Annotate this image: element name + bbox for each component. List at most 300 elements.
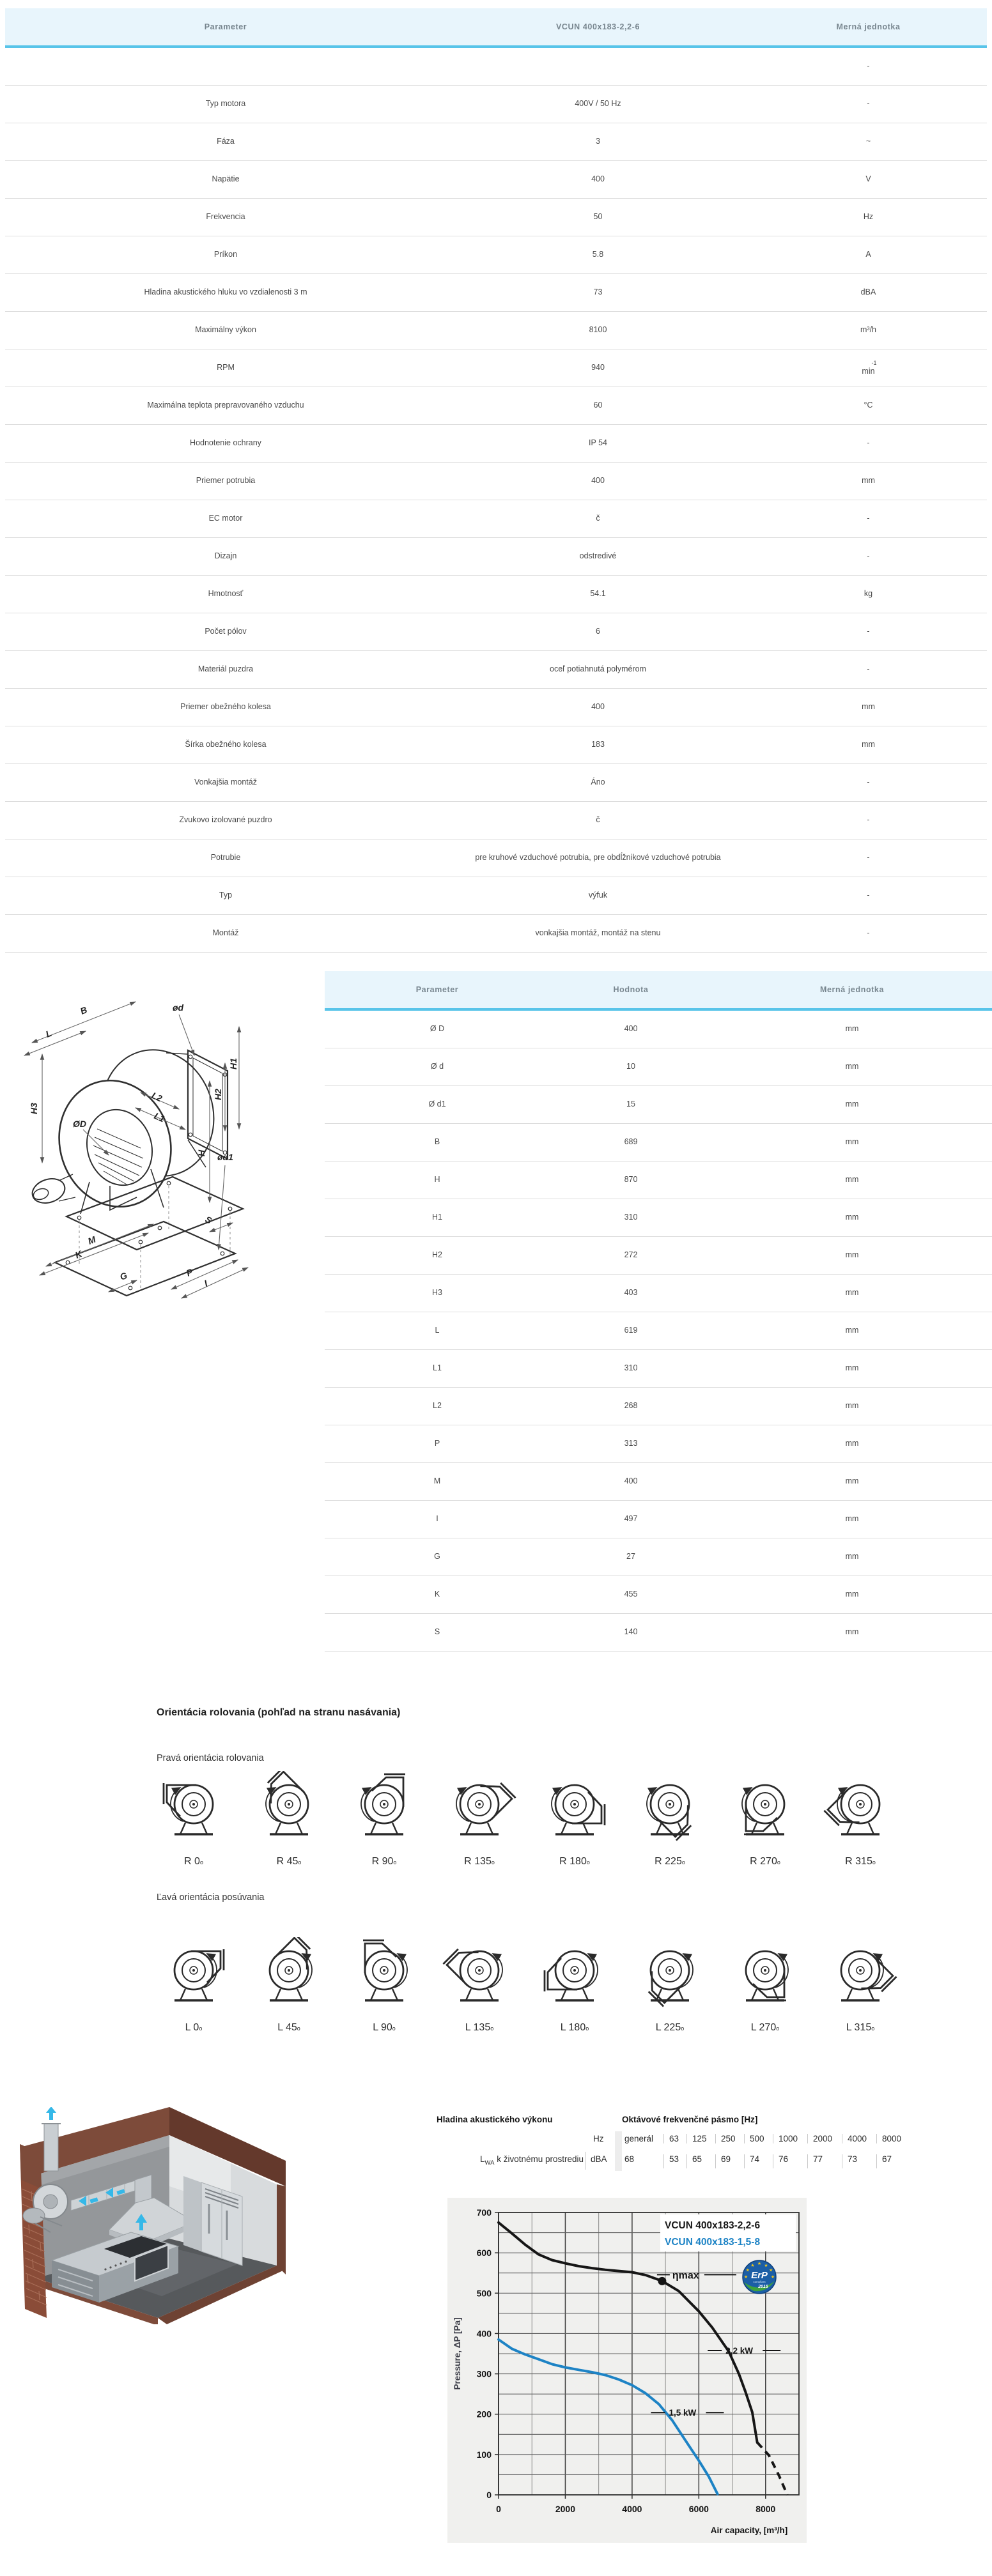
- fan-orientation-label: L 270o: [750, 2022, 780, 2033]
- x-tick-label: 4000: [622, 2504, 642, 2514]
- dim-cell: mm: [845, 1590, 859, 1599]
- spec-cell: -: [867, 891, 870, 900]
- x-tick-label: 8000: [756, 2504, 776, 2514]
- fan-orientation-label: L 45o: [277, 2022, 300, 2033]
- spec-cell: -: [867, 815, 870, 825]
- dim-cell: 272: [624, 1250, 638, 1260]
- orientation-section-title: Orientácia rolovania (pohľad na stranu nasávania): [157, 1707, 401, 1718]
- spec-cell: Montáž: [212, 928, 239, 938]
- table-row: [325, 1576, 992, 1614]
- table-row: [5, 613, 987, 651]
- spec-cell: [5, 48, 446, 85]
- spec-cell: Hodnotenie ochrany: [190, 438, 261, 448]
- acoustic-title: Hladina akustického výkonu: [437, 2115, 553, 2124]
- fan-figure-right-4: [532, 1771, 617, 1867]
- fan-scroll-icon: [151, 1771, 236, 1843]
- spec-cell: Zvukovo izolované puzdro: [179, 815, 272, 825]
- table-row: [325, 1048, 992, 1086]
- spec-header: [5, 8, 987, 48]
- dim-cell: 497: [624, 1514, 638, 1524]
- spec-cell: °C: [864, 401, 873, 410]
- spec-cell: 6: [596, 627, 600, 636]
- kitchen-illustration: [10, 2107, 286, 2324]
- fan-scroll-icon: [532, 1771, 617, 1843]
- table-row: [5, 123, 987, 161]
- fan-orientation-label: R 0o: [184, 1856, 203, 1867]
- spec-cell: odstredivé: [579, 551, 617, 561]
- dim-cell: H2: [432, 1250, 442, 1260]
- acoustic-value-8: 67: [882, 2154, 892, 2164]
- spec-cell: -: [867, 853, 870, 862]
- spec-cell: Áno: [591, 778, 605, 787]
- dim-cell: 403: [624, 1288, 638, 1298]
- spec-cell: -: [867, 438, 870, 448]
- dim-header: [325, 971, 992, 1011]
- fan-orientation-label: R 45o: [276, 1856, 302, 1867]
- fan-orientation-label: R 315o: [845, 1856, 876, 1867]
- dim-cell: M: [433, 1476, 441, 1486]
- x-axis-title: Air capacity, [m³/h]: [710, 2526, 788, 2535]
- dim-cell: 870: [624, 1175, 638, 1184]
- svg-text:★: ★: [764, 2263, 768, 2268]
- acoustic-value-1: 53: [667, 2154, 687, 2168]
- fan-scroll-icon: [437, 1937, 522, 2009]
- spec-cell: mm: [862, 476, 875, 486]
- spec-cell: Hz: [863, 212, 874, 222]
- spec-cell: Napätie: [212, 174, 240, 184]
- spec-cell: oceľ potiahnutá polymérom: [550, 664, 646, 674]
- spec-cell: výfuk: [588, 891, 608, 900]
- table-row: [5, 48, 987, 86]
- fan-orientation-label: L 135o: [465, 2022, 494, 2033]
- acoustic-band-5: 1000: [776, 2134, 808, 2143]
- dim-cell: P: [434, 1439, 440, 1448]
- table-row: [325, 1538, 992, 1576]
- svg-text:★: ★: [757, 2262, 762, 2266]
- table-row: [5, 274, 987, 312]
- spec-cell: Šírka obežného kolesa: [185, 740, 267, 749]
- spec-cell: mm: [862, 702, 875, 712]
- table-row: [325, 1350, 992, 1388]
- table-row: [325, 1162, 992, 1199]
- spec-cell: -: [867, 514, 870, 523]
- svg-text:ErP: ErP: [751, 2270, 768, 2281]
- dim-cell: H3: [432, 1288, 442, 1298]
- spec-cell: Príkon: [213, 250, 238, 259]
- fan-scroll-icon: [818, 1771, 903, 1843]
- y-tick-label: 300: [476, 2368, 492, 2379]
- table-row: [5, 877, 987, 915]
- dim-cell: mm: [845, 1552, 859, 1561]
- spec-cell: 60: [593, 401, 603, 410]
- svg-text:★: ★: [770, 2275, 775, 2280]
- dim-cell: 310: [624, 1363, 638, 1373]
- spec-cell: Hmotnosť: [208, 589, 244, 599]
- fan-orientation-label: R 225o: [655, 1856, 685, 1867]
- spec-cell: A: [865, 250, 871, 259]
- dim-cell: S: [434, 1627, 440, 1637]
- table-row: [325, 1312, 992, 1350]
- dim-cell: H: [434, 1175, 440, 1184]
- acoustic-value-7: 73: [845, 2154, 877, 2168]
- table-row: [5, 463, 987, 500]
- dim-cell: 400: [624, 1476, 638, 1486]
- dim-cell: mm: [845, 1476, 859, 1486]
- fan-orientation-label: R 270o: [750, 1856, 780, 1867]
- spec-header-cell: VCUN 400x183-2,2-6: [555, 22, 640, 31]
- acoustic-band-8: 8000: [882, 2134, 902, 2143]
- annotation-power: 2,2 kW: [725, 2345, 754, 2356]
- annotation-power: 1,5 kW: [669, 2408, 697, 2418]
- dim-label-M: M: [86, 1234, 97, 1246]
- fan-figure-left-3: [437, 1937, 522, 2034]
- dim-cell: L1: [433, 1363, 442, 1373]
- spec-cell: -: [867, 778, 870, 787]
- dim-cell: Ø d: [430, 1062, 444, 1071]
- table-row: [5, 839, 987, 877]
- spec-cell: -1 min: [862, 360, 877, 376]
- acoustic-value-3: 69: [718, 2154, 745, 2168]
- svg-text:compliant: compliant: [753, 2280, 766, 2283]
- annotation-eta-max: ηmax: [672, 2270, 699, 2281]
- acoustic-value-2: 65: [690, 2154, 716, 2168]
- y-tick-label: 600: [476, 2248, 492, 2258]
- fan-scroll-icon: [342, 1771, 426, 1843]
- dim-label-G: G: [118, 1269, 129, 1282]
- legend-series-0: VCUN 400x183-2,2-6: [665, 2220, 761, 2231]
- dim-cell: mm: [845, 1250, 859, 1260]
- dim-label-B: B: [79, 1004, 89, 1016]
- svg-text:★: ★: [750, 2263, 755, 2268]
- acoustic-band-4: 500: [747, 2134, 773, 2143]
- spec-cell: Priemer potrubia: [196, 476, 256, 486]
- fan-scroll-icon: [247, 1771, 331, 1843]
- fan-figure-right-5: [628, 1771, 712, 1867]
- dim-cell: Ø d1: [428, 1100, 446, 1109]
- dim-cell: 10: [626, 1062, 635, 1071]
- table-row: [5, 349, 987, 387]
- table-row: [325, 1501, 992, 1538]
- fan-scroll-icon: [532, 1937, 617, 2009]
- fan-figure-right-7: [818, 1771, 903, 1867]
- fan-scroll-icon: [151, 1937, 236, 2009]
- dim-label-L2: L2: [150, 1090, 164, 1104]
- spec-cell: Hladina akustického hluku vo vzdialenosti 3 m: [144, 288, 307, 297]
- fan-figure-right-2: [342, 1771, 426, 1867]
- spec-cell: 54.1: [590, 589, 606, 599]
- acoustic-band-7: 4000: [845, 2134, 877, 2143]
- dim-cell: mm: [845, 1326, 859, 1335]
- orientation-right-title: Pravá orientácia rolovania: [157, 1753, 264, 1763]
- table-row: [5, 726, 987, 764]
- spec-cell: RPM: [217, 363, 235, 372]
- spec-cell: EC motor: [208, 514, 243, 523]
- dim-cell: 455: [624, 1590, 638, 1599]
- erp-compliant-logo: [743, 2260, 776, 2294]
- dim-cell: mm: [845, 1439, 859, 1448]
- table-row: [325, 1275, 992, 1312]
- dim-cell: mm: [845, 1288, 859, 1298]
- acoustic-unit-hz: Hz: [593, 2134, 604, 2143]
- spec-cell: Frekvencia: [206, 212, 245, 222]
- dim-label-OD: ØD: [73, 1119, 86, 1129]
- fan-figure-left-7: [818, 1937, 903, 2034]
- dim-cell: 140: [624, 1627, 638, 1637]
- table-row: [5, 387, 987, 425]
- acoustic-unit-dba: dBA: [591, 2154, 607, 2164]
- performance-chart: [447, 2198, 807, 2543]
- orientation-left-title: Ľavá orientácia posúvania: [157, 1892, 265, 1903]
- dim-label-L1: L1: [152, 1110, 167, 1124]
- spec-cell: -: [867, 928, 870, 938]
- fan-scroll-icon: [723, 1937, 807, 2009]
- dim-cell: B: [434, 1137, 440, 1147]
- fan-scroll-icon: [628, 1771, 712, 1843]
- dim-label-H: H: [196, 1149, 206, 1156]
- fan-figure-right-3: [437, 1771, 522, 1867]
- spec-cell: Typ: [219, 891, 233, 900]
- table-row: [325, 1463, 992, 1501]
- dim-label-od1: ød1: [217, 1152, 233, 1162]
- acoustic-value-5: 76: [776, 2154, 808, 2168]
- table-row: [5, 538, 987, 576]
- dim-label-K: K: [74, 1248, 84, 1261]
- spec-cell: Fáza: [217, 137, 235, 146]
- fan-scroll-icon: [247, 1937, 331, 2009]
- svg-text:2015: 2015: [758, 2285, 768, 2289]
- specifications-table: [5, 8, 987, 953]
- dim-cell: I: [436, 1514, 438, 1524]
- dim-label-H2: H2: [213, 1089, 223, 1100]
- dim-cell: mm: [845, 1100, 859, 1109]
- table-row: [5, 199, 987, 236]
- dim-cell: 689: [624, 1137, 638, 1147]
- fan-scroll-icon: [818, 1937, 903, 2009]
- dim-cell: 268: [624, 1401, 638, 1411]
- y-tick-label: 0: [486, 2490, 492, 2500]
- table-row: [5, 312, 987, 349]
- dim-cell: mm: [845, 1514, 859, 1524]
- y-tick-label: 200: [476, 2409, 492, 2419]
- fan-figure-left-2: [342, 1937, 426, 2034]
- y-tick-label: 100: [476, 2449, 492, 2460]
- table-row: [325, 1388, 992, 1425]
- fan-figure-left-1: [247, 1937, 331, 2034]
- spec-cell: Maximálna teplota prepravovaného vzduchu: [147, 401, 304, 410]
- acoustic-band-1: 63: [667, 2134, 687, 2143]
- spec-cell: 183: [591, 740, 605, 749]
- dim-cell: 310: [624, 1213, 638, 1222]
- dim-header-cell: Merná jednotka: [819, 985, 885, 994]
- acoustic-value-4: 74: [747, 2154, 773, 2168]
- svg-text:★: ★: [769, 2268, 773, 2273]
- table-row: [5, 86, 987, 123]
- spec-cell: Počet pólov: [205, 627, 247, 636]
- spec-cell: -: [867, 664, 870, 674]
- y-axis-title: Pressure, ΔP [Pa]: [453, 2317, 462, 2390]
- spec-cell: 400: [591, 702, 605, 712]
- dim-cell: 27: [626, 1552, 635, 1561]
- dim-label-L: L: [44, 1027, 54, 1039]
- spec-cell: 73: [593, 288, 603, 297]
- dim-cell: L2: [433, 1401, 442, 1411]
- spec-cell: dBA: [860, 288, 876, 297]
- spec-cell: -: [867, 61, 870, 71]
- acoustic-band-6: 2000: [810, 2134, 842, 2143]
- dim-cell: G: [434, 1552, 440, 1561]
- dim-cell: mm: [845, 1175, 859, 1184]
- acoustic-band-0: generál: [622, 2134, 664, 2143]
- fan-figure-right-0: [151, 1771, 236, 1867]
- spec-cell: [446, 48, 750, 85]
- fan-scroll-icon: [723, 1771, 807, 1843]
- acoustic-row-label: $L_{WA}$ k životnému prostrediu: [479, 2154, 584, 2166]
- table-row: [325, 1237, 992, 1275]
- fan-figure-right-1: [247, 1771, 331, 1867]
- table-row: [5, 764, 987, 802]
- fan-figure-right-6: [723, 1771, 807, 1867]
- table-row: [5, 651, 987, 689]
- spec-cell: Potrubie: [210, 853, 241, 862]
- spec-cell: 400V / 50 Hz: [575, 99, 621, 109]
- dim-cell: H1: [432, 1213, 442, 1222]
- x-tick-label: 0: [496, 2504, 501, 2514]
- dim-label-S: S: [203, 1214, 213, 1226]
- spec-cell: Materiál puzdra: [198, 664, 254, 674]
- fan-orientation-label: L 225o: [655, 2022, 685, 2033]
- svg-text:★: ★: [745, 2268, 750, 2273]
- dim-cell: 15: [626, 1100, 635, 1109]
- dim-label-P: P: [185, 1266, 194, 1278]
- dim-cell: mm: [845, 1363, 859, 1373]
- dim-cell: mm: [845, 1627, 859, 1637]
- fan-scroll-icon: [437, 1771, 522, 1843]
- dim-cell: K: [434, 1590, 440, 1599]
- svg-text:★: ★: [743, 2275, 748, 2280]
- dim-label-H1: H1: [228, 1058, 238, 1070]
- table-row: [5, 915, 987, 953]
- table-row: [5, 236, 987, 274]
- table-row: [325, 1011, 992, 1048]
- dimension-drawing: [14, 992, 314, 1311]
- spec-cell: pre kruhové vzduchové potrubia, pre obdĺžnikové vzduchové potrubia: [475, 853, 721, 862]
- fan-orientation-label: L 0o: [185, 2022, 203, 2033]
- spec-cell: -: [867, 551, 870, 561]
- spec-cell: V: [865, 174, 871, 184]
- dim-cell: 313: [624, 1439, 638, 1448]
- acoustic-band-2: 125: [690, 2134, 716, 2143]
- dim-header-cell: Parameter: [415, 985, 459, 994]
- fan-orientation-label: L 180o: [560, 2022, 589, 2033]
- dim-cell: L: [435, 1326, 440, 1335]
- y-tick-label: 700: [476, 2207, 492, 2218]
- fan-scroll-icon: [342, 1937, 426, 2009]
- dim-cell: mm: [845, 1062, 859, 1071]
- table-row: [5, 689, 987, 726]
- spec-cell: 400: [591, 476, 605, 486]
- fan-curve-chart: [447, 2198, 807, 2543]
- spec-cell: -: [867, 627, 870, 636]
- fan-figure-left-6: [723, 1937, 807, 2034]
- spec-cell: Dizajn: [214, 551, 237, 561]
- acoustic-band-title: Oktávové frekvenčné pásmo [Hz]: [622, 2115, 758, 2124]
- table-row: [5, 161, 987, 199]
- spec-cell: č: [596, 514, 600, 523]
- spec-header-cell: Merná jednotka: [836, 22, 901, 31]
- x-tick-label: 2000: [555, 2504, 576, 2514]
- fan-orientation-label: R 135o: [464, 1856, 495, 1867]
- spec-cell: 400: [591, 174, 605, 184]
- acoustic-band-3: 250: [718, 2134, 745, 2143]
- dim-cell: 400: [624, 1024, 638, 1034]
- dim-cell: mm: [845, 1401, 859, 1411]
- dim-cell: Ø D: [430, 1024, 445, 1034]
- legend-series-1: VCUN 400x183-1,5-8: [665, 2237, 761, 2248]
- spec-cell: Vonkajšia montáž: [194, 778, 257, 787]
- table-row: [325, 1199, 992, 1237]
- spec-cell: č: [596, 815, 600, 825]
- spec-cell: 5.8: [592, 250, 604, 259]
- spec-cell: vonkajšia montáž, montáž na stenu: [535, 928, 661, 938]
- table-row: [5, 425, 987, 463]
- dim-cell: 619: [624, 1326, 638, 1335]
- y-tick-label: 400: [476, 2328, 492, 2339]
- table-row: [325, 1086, 992, 1124]
- dim-cell: mm: [845, 1137, 859, 1147]
- y-tick-label: 500: [476, 2288, 492, 2299]
- fan-orientation-label: R 180o: [559, 1856, 590, 1867]
- fan-figure-left-4: [532, 1937, 617, 2034]
- dim-label-I: I: [203, 1278, 209, 1289]
- acoustic-value-6: 77: [810, 2154, 842, 2168]
- dim-cell: mm: [845, 1024, 859, 1034]
- spec-cell: mm: [862, 740, 875, 749]
- table-row: [325, 1425, 992, 1463]
- table-row: [325, 1614, 992, 1652]
- spec-cell: 8100: [589, 325, 607, 335]
- table-row: [325, 1124, 992, 1162]
- spec-cell: Maximálny výkon: [195, 325, 256, 335]
- fan-scroll-icon: [628, 1937, 712, 2009]
- fan-orientation-label: L 315o: [846, 2022, 875, 2033]
- spec-cell: kg: [864, 589, 873, 599]
- spec-cell: 50: [593, 212, 603, 222]
- spec-cell: IP 54: [589, 438, 607, 448]
- table-row: [5, 500, 987, 538]
- table-row: [5, 802, 987, 839]
- dim-header-cell: Hodnota: [613, 985, 649, 994]
- spec-header-cell: Parameter: [204, 22, 247, 31]
- table-row: [5, 576, 987, 613]
- spec-cell: 3: [596, 137, 600, 146]
- dim-cell: mm: [845, 1213, 859, 1222]
- dim-label-H3: H3: [29, 1103, 39, 1114]
- spec-cell: Typ motora: [205, 99, 246, 109]
- spec-cell: 940: [591, 363, 605, 372]
- acoustic-value-0: 68: [622, 2154, 664, 2168]
- fan-orientation-label: R 90o: [371, 1856, 397, 1867]
- spec-cell: m³/h: [860, 325, 876, 335]
- fan-figure-left-5: [628, 1937, 712, 2034]
- fan-figure-left-0: [151, 1937, 236, 2034]
- spec-cell: ~: [865, 137, 871, 146]
- spec-cell: -: [867, 99, 870, 109]
- fan-orientation-label: L 90o: [373, 2022, 396, 2033]
- x-tick-label: 6000: [688, 2504, 709, 2514]
- dimensions-table: [325, 971, 992, 1652]
- spec-cell: Priemer obežného kolesa: [180, 702, 271, 712]
- dim-label-od: ød: [173, 1002, 184, 1013]
